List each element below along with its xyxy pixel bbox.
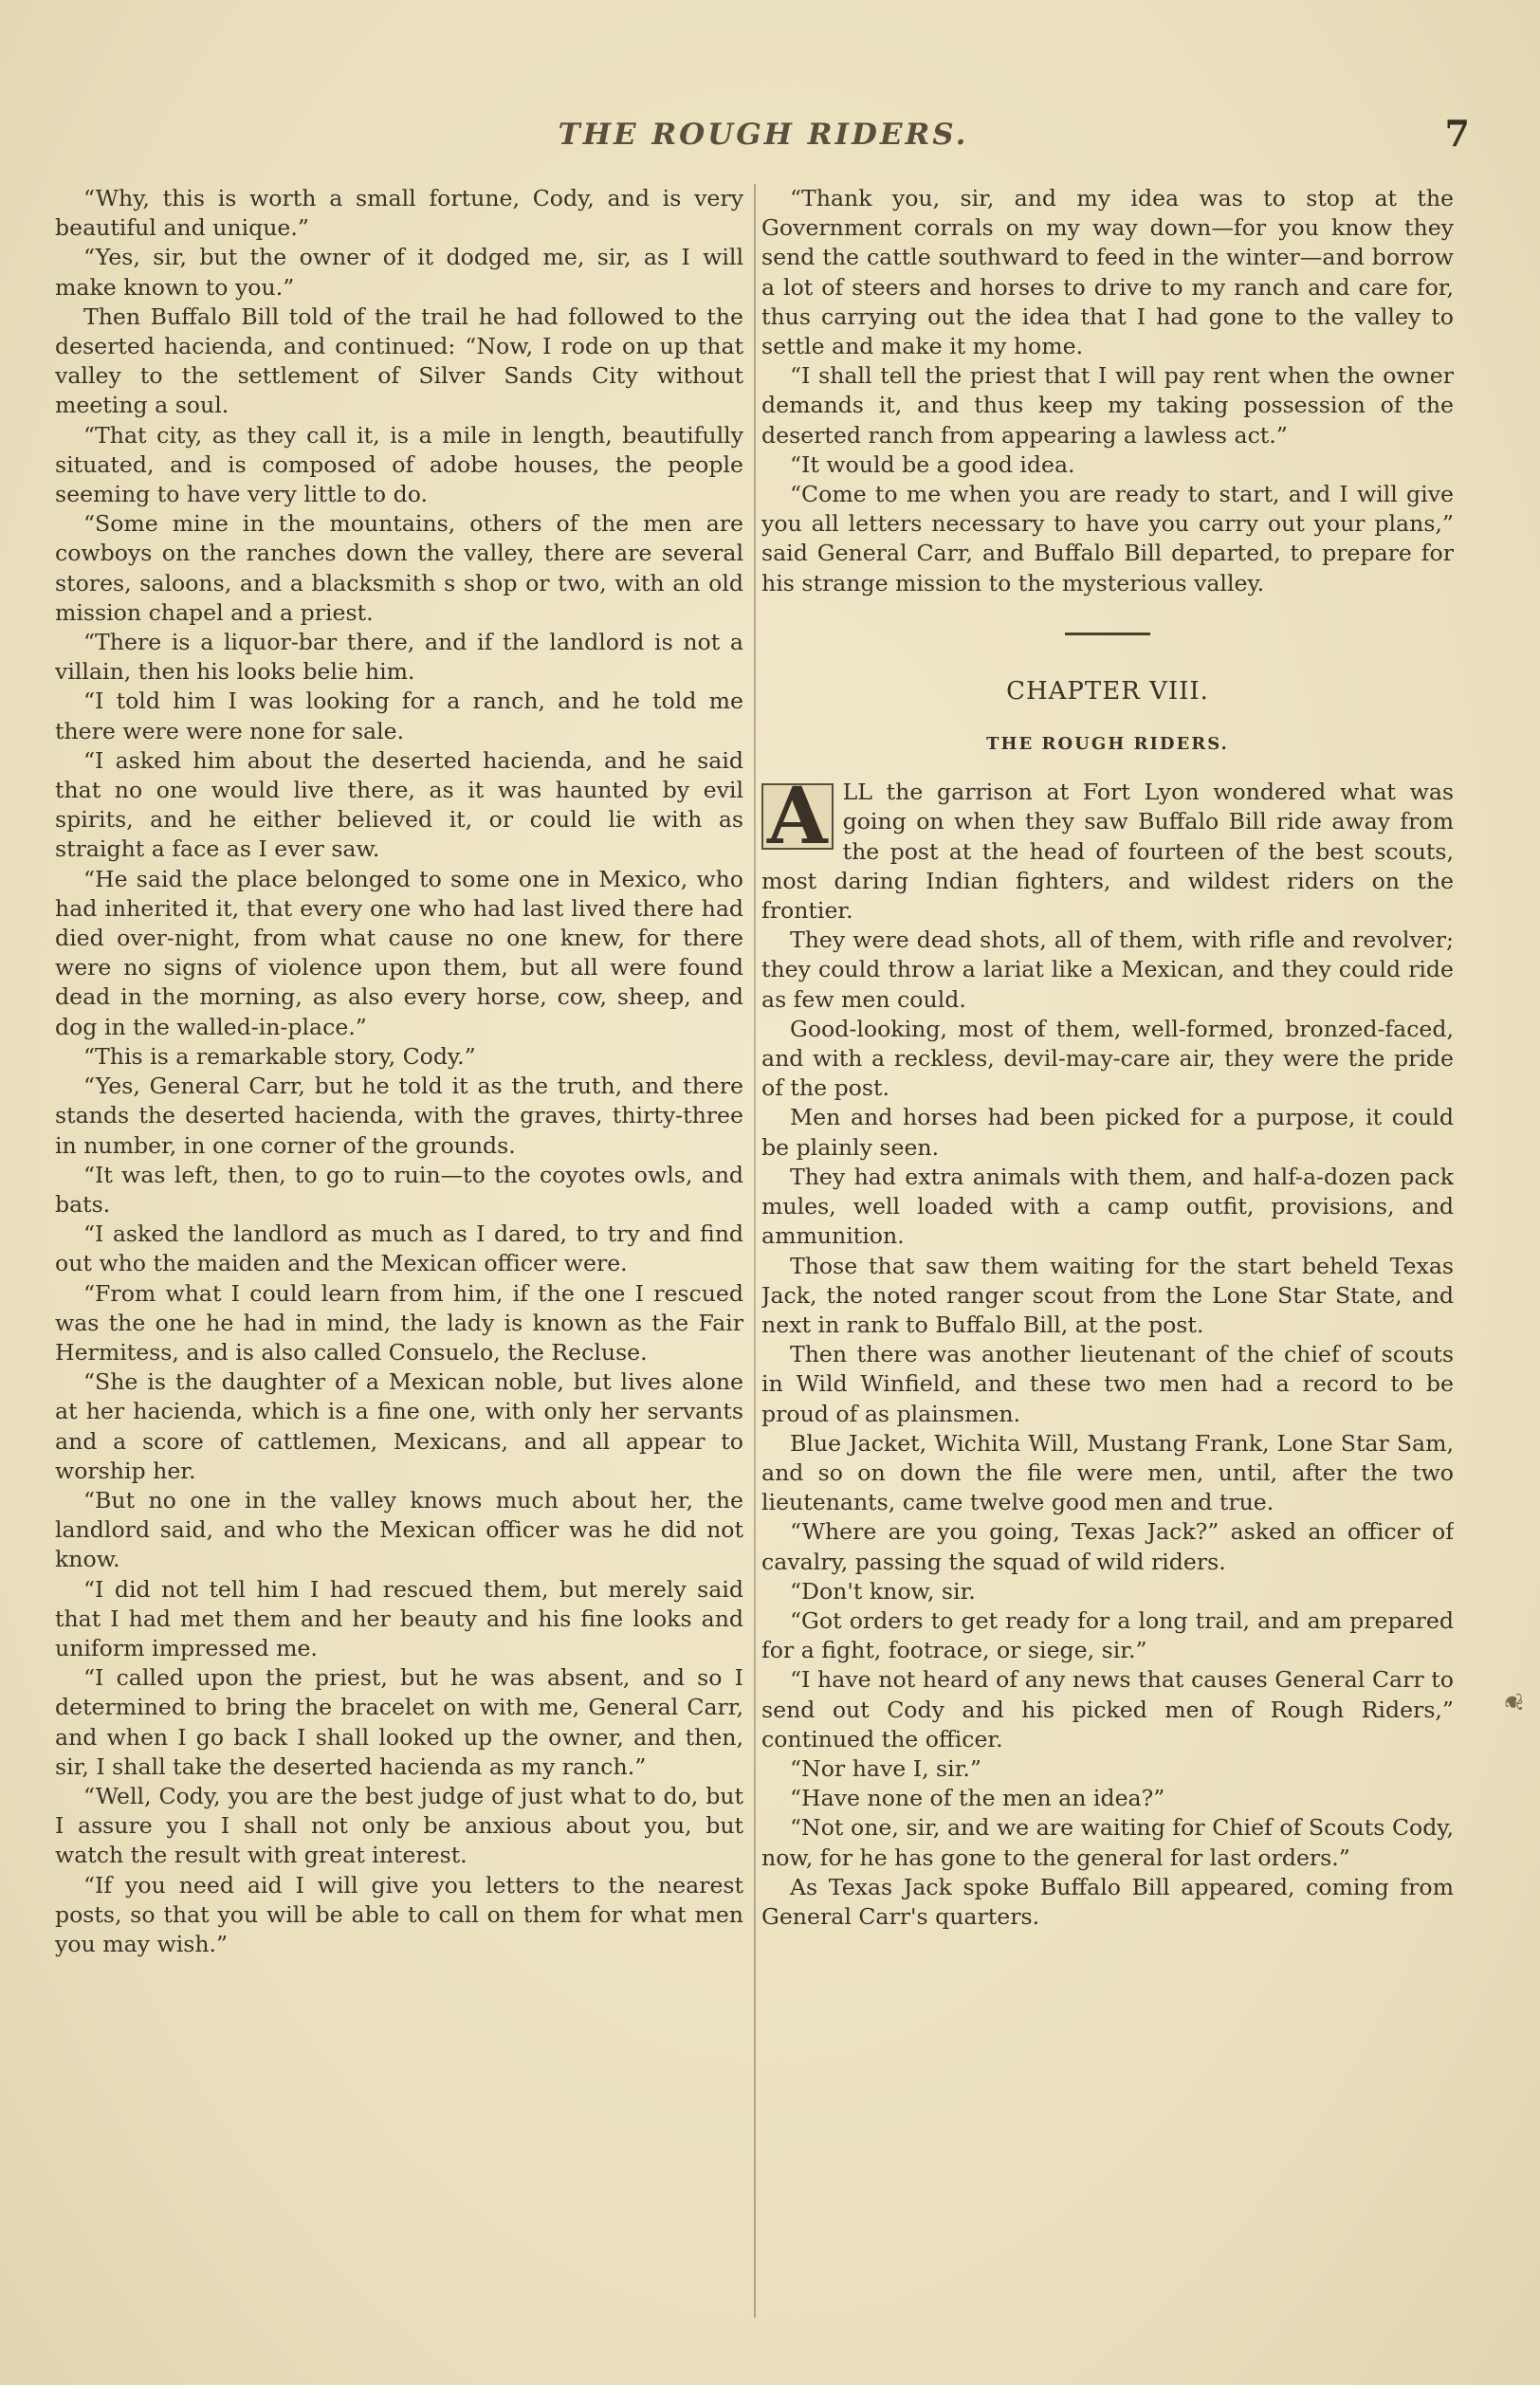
margin-mark: ❦	[1498, 1692, 1528, 1713]
paragraph: They had extra animals with them, and half-a-dozen pack mules, well loaded with a camp outfit, provisions, and ammunition.	[761, 1163, 1454, 1250]
paragraph: “Yes, sir, but the owner of it dodged me, sir, as I will make known to you.”	[55, 244, 743, 301]
paragraph: “Where are you going, Texas Jack?” asked an officer of cavalry, passing the squad of wild riders.	[761, 1518, 1454, 1575]
chapter-first-paragraph	[761, 771, 1454, 926]
paragraph: “But no one in the valley knows much about her, the landlord said, and who the Mexican officer was he did not know.	[55, 1486, 743, 1573]
running-title: THE ROUGH RIDERS.	[558, 118, 969, 152]
page-number: 7	[1444, 112, 1470, 155]
paragraph: Those that saw them waiting for the start beheld Texas Jack, the noted ranger scout from the Lone Star State, and next in rank to Buffalo Bill, at the post.	[761, 1252, 1454, 1338]
paragraph: “Some mine in the mountains, others of the men are cowboys on the ranches down the valley, there are several stores, saloons, and a blacksmith s shop or two, with an old mission chapel and a priest.	[55, 510, 743, 626]
chapter-heading: CHAPTER VIII.	[1006, 676, 1209, 706]
paragraph: “Have none of the men an idea?”	[790, 1785, 1165, 1812]
paragraph: “Thank you, sir, and my idea was to stop at the Government corrals on my way down—for you know they send the cattle southward to feed in the winter—and borrow a lot of steers and horses to drive to my ranch and care for, thus carrying out the idea that I had gone to the valley to settle and make it my home.	[761, 185, 1454, 360]
paragraph: “Got orders to get ready for a long trail, and am prepared for a fight, footrace, or siege, sir.”	[761, 1606, 1454, 1664]
paragraph: Then there was another lieutenant of the chief of scouts in Wild Winfield, and these two men had a record to be proud of as plainsmen.	[761, 1341, 1454, 1427]
paragraph: “It was left, then, to go to ruin—to the coyotes owls, and bats.	[55, 1161, 743, 1218]
paragraph: “I told him I was looking for a ranch, and he told me there were were none for sale.	[55, 688, 743, 744]
left-column	[55, 184, 743, 2356]
paragraph: Men and horses had been picked for a purpose, it could be plainly seen.	[761, 1104, 1454, 1161]
chapter-title: THE ROUGH RIDERS.	[986, 734, 1229, 755]
paragraph: “She is the daughter of a Mexican noble, but lives alone at her hacienda, which is a fine one, with only her servants and a score of cattlemen, Mexicans, and all appear to worship her.	[55, 1368, 743, 1484]
first-paragraph-text: LL the garrison at Fort Lyon wondered what was going on when they saw Buffalo Bill ride away from the post at the head of fourteen of the best scouts, most daring Indian fighters, and wildest riders on the frontier.	[761, 779, 1454, 925]
paragraph: “Nor have I, sir.”	[790, 1754, 981, 1782]
paragraph: “Don't know, sir.	[790, 1577, 976, 1605]
section-separator	[1065, 633, 1150, 635]
paragraph: “If you need aid I will give you letters to the nearest posts, so that you will be able to call on them for what men you may wish.”	[55, 1871, 743, 1957]
paragraph: “I called upon the priest, but he was absent, and so I determined to bring the bracelet on with me, General Carr, and when I go back I shall looked up the owner, and then, sir, I shall take the deserted hacienda as my ranch.”	[55, 1664, 743, 1780]
paragraph: Then Buffalo Bill told of the trail he had followed to the deserted hacienda, and continued: “Now, I rode on up that valley to the settlement of Silver Sands City without meeting a soul.	[55, 303, 743, 419]
paragraph: “There is a liquor-bar there, and if the landlord is not a villain, then his looks belie him.	[55, 629, 743, 686]
column-rule	[754, 184, 756, 2318]
paragraph: “It would be a good idea.	[790, 450, 1075, 478]
paragraph: “He said the place belonged to some one in Mexico, who had inherited it, that every one who had last lived there had died over-night, from what cause no one knew, for there were no signs of violence upon them, but all were found dead in the morning, as also every horse, cow, sheep, and dog in the walled-in-place.”	[55, 865, 743, 1040]
paragraph: “Well, Cody, you are the best judge of just what to do, but I assure you I shall not only be anxious about you, but watch the result with great interest.	[55, 1782, 743, 1869]
paragraph: “This is a remarkable story, Cody.”	[83, 1042, 476, 1070]
paragraph: “That city, as they call it, is a mile in length, beautifully situated, and is composed of adobe houses, the people seeming to have very little to do.	[55, 421, 743, 508]
paragraph: “Yes, General Carr, but he told it as the truth, and there stands the deserted hacienda, with the graves, thirty-three in number, in one corner of the grounds.	[55, 1073, 743, 1159]
paragraph: “I have not heard of any news that causes General Carr to send out Cody and his picked men of Rough Riders,” continued the officer.	[761, 1666, 1454, 1752]
paragraph: “Come to me when you are ready to start, and I will give you all letters necessary to have you carry out your plans,” said General Carr, and Buffalo Bill departed, to prepare for his strange mission to the mysterious valley.	[761, 481, 1454, 596]
paragraph: “I shall tell the priest that I will pay rent when the owner demands it, and thus keep my taking possession of the deserted ranch from appearing a lawless act.”	[761, 362, 1454, 449]
page-header	[57, 112, 1470, 159]
paragraph: “Why, this is worth a small fortune, Cody, and is very beautiful and unique.”	[55, 185, 743, 242]
paragraph: “Not one, sir, and we are waiting for Chief of Scouts Cody, now, for he has gone to the general for last orders.”	[761, 1814, 1454, 1871]
right-column	[761, 184, 1454, 2356]
paragraph: Good-looking, most of them, well-formed, bronzed-faced, and with a reckless, devil-may-care air, they were the pride of the post.	[761, 1015, 1454, 1102]
paragraph: “From what I could learn from him, if the one I rescued was the one he had in mind, the lady is known as the Fair Hermitess, and is also called Consuelo, the Recluse.	[55, 1279, 743, 1366]
paragraph: “I asked him about the deserted hacienda, and he said that no one would live there, as it was haunted by evil spirits, and he either believed it, or could lie with as straight a face as I ever saw.	[55, 746, 743, 863]
paragraph: “I asked the landlord as much as I dared, to try and find out who the maiden and the Mexican officer were.	[55, 1220, 743, 1277]
right-column-bottom-text	[761, 926, 1454, 1932]
paragraph: “I did not tell him I had rescued them, but merely said that I had met them and her beauty and his fine looks and uniform impressed me.	[55, 1575, 743, 1661]
paragraph: As Texas Jack spoke Buffalo Bill appeared, coming from General Carr's quarters.	[761, 1873, 1454, 1930]
paragraph: They were dead shots, all of them, with rifle and revolver; they could throw a lariat like a Mexican, and they could ride as few men could.	[761, 926, 1454, 1013]
right-column-top-text	[761, 184, 1454, 598]
paragraph: Blue Jacket, Wichita Will, Mustang Frank, Lone Star Sam, and so on down the file were men, until, after the two lieutenants, came twelve good men and true.	[761, 1429, 1454, 1516]
drop-cap: A	[761, 783, 834, 850]
